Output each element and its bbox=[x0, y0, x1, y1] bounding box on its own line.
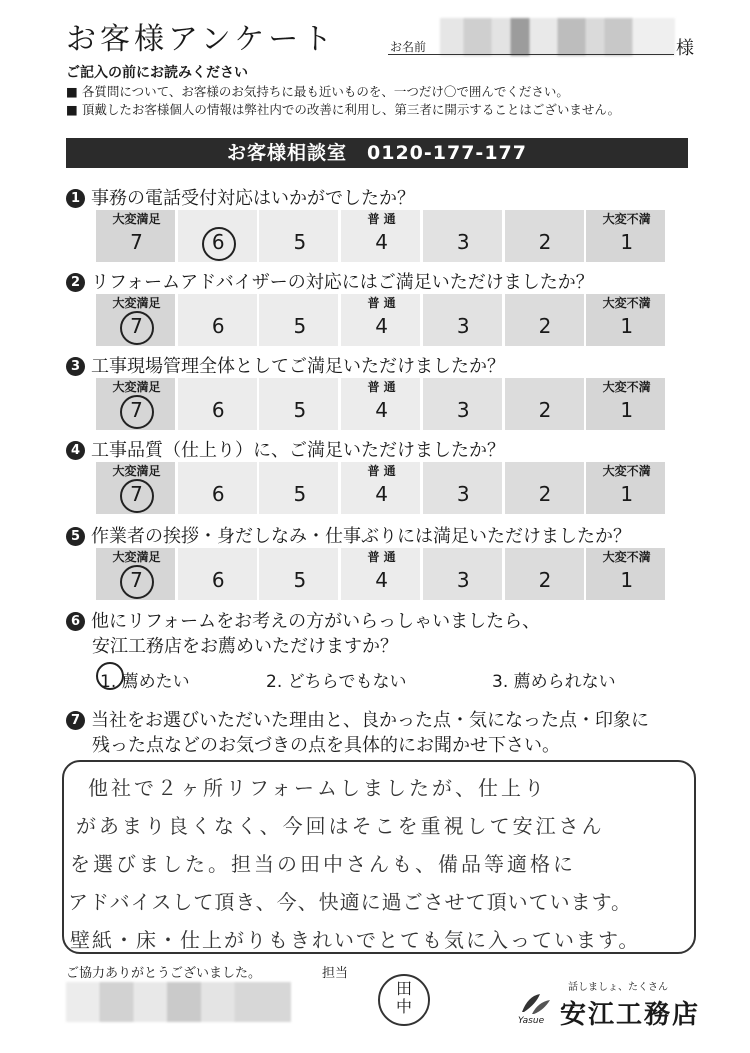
rating-option-7[interactable] bbox=[96, 378, 177, 430]
rating-option-7[interactable] bbox=[96, 462, 177, 514]
rating-option-2[interactable] bbox=[505, 548, 586, 600]
comment-line: アドバイスして頂き、今、快適に過ごさせて頂いています。 bbox=[68, 890, 632, 914]
name-underline bbox=[388, 54, 674, 55]
rating-number: 2 bbox=[538, 230, 552, 254]
rating-header bbox=[259, 548, 340, 566]
cell-divider bbox=[584, 210, 586, 262]
question-text: 当社をお選びいただいた理由と、良かった点・気になった点・印象に bbox=[91, 710, 649, 731]
question-number: 4 bbox=[66, 441, 85, 460]
choice-recommend[interactable]: 1. 薦めたい bbox=[100, 672, 190, 692]
rating-number: 1 bbox=[620, 482, 634, 506]
cell-divider bbox=[175, 210, 177, 262]
rating-number: 3 bbox=[456, 230, 470, 254]
rating-header bbox=[178, 294, 259, 312]
cell-divider bbox=[665, 378, 667, 430]
rating-number: 4 bbox=[375, 398, 388, 422]
cell-divider bbox=[420, 294, 422, 346]
leaf-logo-icon bbox=[518, 992, 552, 1016]
rating-number: 4 bbox=[375, 230, 388, 254]
rating-option-5[interactable] bbox=[259, 548, 340, 600]
question-text: リフォームアドバイザーの対応にはご満足いただけましたか？ bbox=[91, 272, 594, 293]
rating-number: 6 bbox=[211, 568, 225, 592]
choice-not-recommend[interactable]: 3. 薦められない bbox=[492, 672, 616, 692]
cell-divider bbox=[502, 210, 504, 262]
consultation-banner bbox=[66, 138, 688, 168]
cell-divider bbox=[420, 378, 422, 430]
rating-option-5[interactable] bbox=[259, 462, 340, 514]
rating-option-3[interactable] bbox=[423, 462, 504, 514]
cell-divider bbox=[420, 548, 422, 600]
cell-divider bbox=[338, 462, 340, 514]
rating-header bbox=[505, 548, 586, 566]
comment-line: があまり良くなく、今回はそこを重視して安江さん bbox=[76, 814, 605, 838]
question-6-line2: 安江工務店をお薦めいただけますか？ bbox=[92, 636, 398, 657]
rating-number: 5 bbox=[293, 398, 307, 422]
rating-option-5[interactable] bbox=[259, 378, 340, 430]
rating-option-5[interactable] bbox=[259, 210, 340, 262]
brand-tagline: 話しましょ、たくさん bbox=[568, 982, 668, 993]
rating-option-1[interactable] bbox=[586, 462, 667, 514]
redacted-name bbox=[440, 18, 675, 56]
rating-header: 大変満足 bbox=[112, 550, 161, 564]
cell-divider bbox=[338, 378, 340, 430]
rating-header bbox=[505, 462, 586, 480]
rating-number: 4 bbox=[375, 568, 388, 592]
rating-header: 大変不満 bbox=[602, 464, 651, 478]
question-2 bbox=[66, 268, 594, 294]
cell-divider bbox=[257, 548, 259, 600]
question-7-line2: 残った点などのお気づきの点を具体的にお聞かせ下さい。 bbox=[92, 735, 560, 756]
selected-circle bbox=[120, 565, 154, 599]
rating-header bbox=[178, 548, 259, 566]
brand-logo-sub: Yasue bbox=[518, 1016, 545, 1026]
rating-number: 4 bbox=[375, 314, 388, 338]
rating-number: 3 bbox=[456, 398, 470, 422]
question-text: 工事品質（仕上り）に、ご満足いただけましたか？ bbox=[91, 440, 505, 461]
rating-header bbox=[259, 294, 340, 312]
rating-number: 6 bbox=[211, 482, 225, 506]
rating-number: 6 bbox=[211, 230, 225, 254]
rating-scale bbox=[96, 462, 668, 514]
rating-option-3[interactable] bbox=[423, 210, 504, 262]
selected-circle bbox=[202, 227, 236, 261]
rating-header: 大変不満 bbox=[602, 550, 651, 564]
cell-divider bbox=[175, 378, 177, 430]
question-4 bbox=[66, 436, 505, 462]
rating-header: 大変満足 bbox=[112, 212, 161, 226]
rating-option-1[interactable] bbox=[586, 378, 667, 430]
question-1 bbox=[66, 184, 415, 210]
cell-divider bbox=[338, 210, 340, 262]
rating-option-3[interactable] bbox=[423, 294, 504, 346]
cell-divider bbox=[175, 548, 177, 600]
rating-header bbox=[505, 378, 586, 396]
rating-option-2[interactable] bbox=[505, 294, 586, 346]
rating-option-4[interactable] bbox=[341, 462, 422, 514]
rating-header: 普 通 bbox=[367, 464, 396, 478]
rating-number: 2 bbox=[538, 482, 552, 506]
rating-header bbox=[259, 210, 340, 228]
rating-option-2[interactable] bbox=[505, 462, 586, 514]
rating-number: 2 bbox=[538, 568, 552, 592]
rating-header: 大変満足 bbox=[112, 296, 161, 310]
selected-circle bbox=[120, 311, 154, 345]
rating-header bbox=[259, 378, 340, 396]
rating-header bbox=[423, 210, 504, 228]
honorific: 様 bbox=[676, 38, 694, 59]
rating-option-4[interactable] bbox=[341, 294, 422, 346]
rating-header: 大変不満 bbox=[602, 212, 651, 226]
cell-divider bbox=[502, 294, 504, 346]
rating-scale bbox=[96, 210, 668, 262]
intro-heading: ご記入の前にお読みください bbox=[66, 65, 248, 81]
cell-divider bbox=[338, 548, 340, 600]
rating-header bbox=[423, 548, 504, 566]
cell-divider bbox=[257, 378, 259, 430]
thanks-text: ご協力ありがとうございました。 bbox=[66, 966, 262, 981]
rating-number: 5 bbox=[293, 482, 307, 506]
rating-number: 4 bbox=[375, 482, 388, 506]
rating-header: 大変満足 bbox=[112, 380, 161, 394]
rating-header: 普 通 bbox=[367, 380, 396, 394]
rating-option-6[interactable] bbox=[178, 462, 259, 514]
rating-header bbox=[423, 294, 504, 312]
rating-header: 大変不満 bbox=[602, 296, 651, 310]
rating-number: 2 bbox=[538, 314, 552, 338]
question-number: 1 bbox=[66, 189, 85, 208]
choice-selected-circle bbox=[96, 662, 124, 690]
rating-header bbox=[505, 294, 586, 312]
rating-header bbox=[259, 462, 340, 480]
rating-number: 3 bbox=[456, 568, 470, 592]
rating-header: 大変満足 bbox=[112, 464, 161, 478]
rating-option-4[interactable] bbox=[341, 378, 422, 430]
rating-number: 6 bbox=[211, 314, 225, 338]
rating-scale bbox=[96, 378, 668, 430]
cell-divider bbox=[175, 462, 177, 514]
rating-header: 普 通 bbox=[367, 296, 396, 310]
question-text: 事務の電話受付対応はいかがでしたか？ bbox=[91, 188, 415, 209]
cell-divider bbox=[584, 548, 586, 600]
redacted-info bbox=[66, 982, 291, 1022]
rating-header: 普 通 bbox=[367, 550, 396, 564]
selected-circle bbox=[120, 479, 154, 513]
cell-divider bbox=[665, 548, 667, 600]
rating-option-7[interactable] bbox=[96, 548, 177, 600]
rating-scale bbox=[96, 548, 668, 600]
rating-option-1[interactable] bbox=[586, 548, 667, 600]
intro-bullet: ■ 頂戴したお客様個人の情報は弊社内での改善に利用し、第三者に開示することはございません。 bbox=[66, 100, 620, 118]
comment-line: 他社で２ヶ所リフォームしましたが、仕上り bbox=[88, 776, 547, 800]
rating-number: 7 bbox=[130, 230, 143, 254]
question-number: 2 bbox=[66, 273, 85, 292]
rating-number: 5 bbox=[293, 568, 307, 592]
rating-option-4[interactable] bbox=[341, 548, 422, 600]
cell-divider bbox=[665, 462, 667, 514]
rating-number: 7 bbox=[130, 314, 143, 338]
rating-option-1[interactable] bbox=[586, 210, 667, 262]
rating-number: 7 bbox=[130, 398, 143, 422]
staff-label: 担当 bbox=[322, 966, 349, 981]
question-7 bbox=[66, 706, 649, 732]
choice-neutral[interactable]: 2. どちらでもない bbox=[266, 672, 407, 692]
question-number: 7 bbox=[66, 711, 85, 730]
rating-option-6[interactable] bbox=[178, 548, 259, 600]
question-text: 作業者の挨拶・身だしなみ・仕事ぶりには満足いただけましたか？ bbox=[91, 526, 631, 547]
rating-number: 5 bbox=[293, 314, 307, 338]
brand-name: 安江工務店 bbox=[560, 1000, 701, 1030]
rating-header bbox=[178, 210, 259, 228]
question-text: 工事現場管理全体としてご満足いただけましたか？ bbox=[91, 356, 505, 377]
seal-char: 田 bbox=[395, 979, 412, 998]
rating-header: 普 通 bbox=[367, 212, 396, 226]
rating-number: 1 bbox=[620, 568, 634, 592]
question-6 bbox=[66, 607, 540, 633]
rating-option-3[interactable] bbox=[423, 378, 504, 430]
question-number: 5 bbox=[66, 527, 85, 546]
question-5 bbox=[66, 522, 631, 548]
comment-line: 壁紙・床・仕上がりもきれいでとても気に入っています。 bbox=[70, 928, 641, 952]
rating-number: 7 bbox=[130, 568, 143, 592]
rating-option-7[interactable] bbox=[96, 294, 177, 346]
cell-divider bbox=[502, 462, 504, 514]
rating-header bbox=[178, 378, 259, 396]
cell-divider bbox=[584, 462, 586, 514]
cell-divider bbox=[338, 294, 340, 346]
rating-number: 2 bbox=[538, 398, 552, 422]
rating-number: 3 bbox=[456, 482, 470, 506]
rating-header: 大変不満 bbox=[602, 380, 651, 394]
cell-divider bbox=[502, 378, 504, 430]
cell-divider bbox=[175, 294, 177, 346]
cell-divider bbox=[420, 210, 422, 262]
rating-header bbox=[423, 378, 504, 396]
cell-divider bbox=[665, 294, 667, 346]
staff-seal bbox=[378, 974, 430, 1026]
rating-number: 1 bbox=[620, 230, 634, 254]
name-label: お名前 bbox=[390, 40, 427, 54]
rating-option-6[interactable] bbox=[178, 210, 259, 262]
question-number: 3 bbox=[66, 357, 85, 376]
rating-number: 6 bbox=[211, 398, 225, 422]
rating-option-6[interactable] bbox=[178, 294, 259, 346]
rating-option-7[interactable] bbox=[96, 210, 177, 262]
cell-divider bbox=[502, 548, 504, 600]
question-text: 他にリフォームをお考えの方がいらっしゃいましたら、 bbox=[91, 611, 541, 632]
cell-divider bbox=[257, 210, 259, 262]
rating-number: 1 bbox=[620, 314, 634, 338]
cell-divider bbox=[665, 210, 667, 262]
cell-divider bbox=[584, 294, 586, 346]
cell-divider bbox=[257, 294, 259, 346]
rating-header bbox=[505, 210, 586, 228]
rating-option-2[interactable] bbox=[505, 378, 586, 430]
rating-scale bbox=[96, 294, 668, 346]
cell-divider bbox=[420, 462, 422, 514]
rating-number: 1 bbox=[620, 398, 634, 422]
cell-divider bbox=[584, 378, 586, 430]
rating-number: 5 bbox=[293, 230, 307, 254]
question-3 bbox=[66, 352, 505, 378]
intro-bullet: ■ 各質問について、お客様のお気持ちに最も近いものを、一つだけ〇で囲んでください。 bbox=[66, 82, 569, 100]
rating-option-5[interactable] bbox=[259, 294, 340, 346]
rating-header bbox=[178, 462, 259, 480]
consultation-phone: お客様相談室 0120-177-177 bbox=[227, 142, 527, 164]
rating-number: 3 bbox=[456, 314, 470, 338]
cell-divider bbox=[257, 462, 259, 514]
rating-option-6[interactable] bbox=[178, 378, 259, 430]
rating-option-3[interactable] bbox=[423, 548, 504, 600]
rating-option-4[interactable] bbox=[341, 210, 422, 262]
selected-circle bbox=[120, 395, 154, 429]
rating-header bbox=[423, 462, 504, 480]
question-number: 6 bbox=[66, 612, 85, 631]
form-title: お客様アンケート bbox=[66, 22, 337, 57]
rating-option-2[interactable] bbox=[505, 210, 586, 262]
rating-number: 7 bbox=[130, 482, 143, 506]
comment-line: を選びました。担当の田中さんも、備品等適格に bbox=[70, 852, 576, 876]
seal-char: 中 bbox=[395, 997, 412, 1016]
rating-option-1[interactable] bbox=[586, 294, 667, 346]
